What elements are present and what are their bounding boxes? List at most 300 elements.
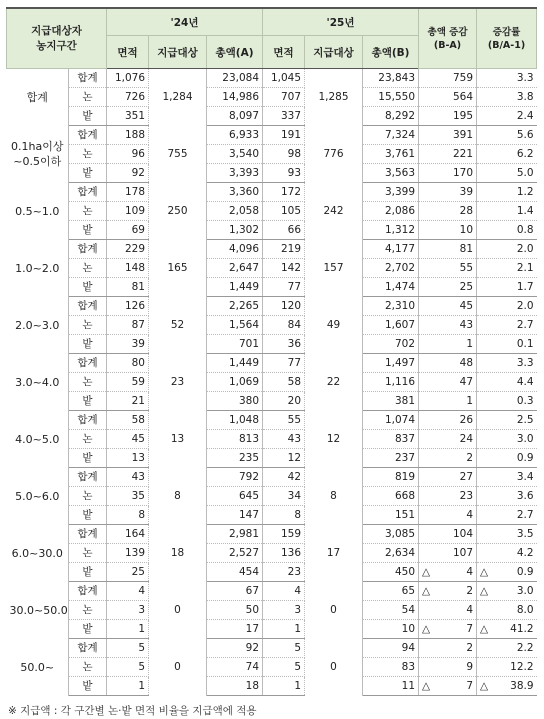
- row-type-label: 밭: [69, 506, 107, 525]
- area-2025: 34: [263, 487, 305, 506]
- area-2025: 84: [263, 316, 305, 335]
- change-rate: 2.0: [477, 240, 537, 259]
- total-b: 11: [363, 677, 419, 696]
- total-diff: 48: [419, 354, 477, 373]
- area-2025: 191: [263, 126, 305, 145]
- target-2025: 17: [305, 525, 363, 582]
- change-rate: 5.6: [477, 126, 537, 145]
- target-2024: 0: [149, 582, 207, 639]
- area-2024: 87: [107, 316, 149, 335]
- group-label: [7, 411, 69, 468]
- total-diff: 170: [419, 164, 477, 183]
- area-2024: 96: [107, 145, 149, 164]
- table-row: [7, 373, 537, 392]
- total-diff: 759: [419, 69, 477, 88]
- total-diff: 1: [419, 335, 477, 354]
- total-a: 3,393: [207, 164, 263, 183]
- table-row: [7, 544, 537, 563]
- table-row: [7, 430, 537, 449]
- change-rate: 3.3: [477, 69, 537, 88]
- area-2025: 43: [263, 430, 305, 449]
- negative-mark: △: [422, 585, 431, 597]
- change-rate: 2.4: [477, 107, 537, 126]
- total-a: 1,302: [207, 221, 263, 240]
- total-diff: 4: [419, 601, 477, 620]
- total-a: 1,449: [207, 354, 263, 373]
- header-corner-line2: 농지구간: [36, 39, 77, 52]
- total-b: 237: [363, 449, 419, 468]
- header-rate: [477, 8, 537, 69]
- group-label: [7, 354, 69, 411]
- total-diff-value: 2: [466, 585, 474, 597]
- target-2025: 242: [305, 183, 363, 240]
- area-2024: 109: [107, 202, 149, 221]
- target-2024: 1,284: [149, 69, 207, 126]
- change-rate: 1.4: [477, 202, 537, 221]
- change-rate: 3.4: [477, 468, 537, 487]
- change-rate: 4.2: [477, 544, 537, 563]
- group-label-line: 0.5~1.0: [15, 204, 60, 218]
- header-year-2025: '25년: [263, 8, 419, 36]
- table-row: [7, 506, 537, 525]
- group-label: [7, 69, 69, 126]
- total-b: 1,074: [363, 411, 419, 430]
- row-type-label: 논: [69, 544, 107, 563]
- total-a: 1,449: [207, 278, 263, 297]
- area-2024: 39: [107, 335, 149, 354]
- total-b: 702: [363, 335, 419, 354]
- total-diff: 28: [419, 202, 477, 221]
- total-diff: [419, 620, 477, 639]
- total-diff: 2: [419, 639, 477, 658]
- group-label-line: 6.0~30.0: [11, 546, 63, 560]
- change-rate: 2.2: [477, 639, 537, 658]
- table-row: [7, 69, 537, 88]
- total-b: 10: [363, 620, 419, 639]
- row-type-label: 합계: [69, 126, 107, 145]
- change-rate: [477, 677, 537, 696]
- row-type-label: 밭: [69, 335, 107, 354]
- total-a: 3,360: [207, 183, 263, 202]
- total-a: 92: [207, 639, 263, 658]
- row-type-label: 논: [69, 202, 107, 221]
- table-row: [7, 183, 537, 202]
- area-2024: 1,076: [107, 69, 149, 88]
- total-b: 1,116: [363, 373, 419, 392]
- table-row: [7, 449, 537, 468]
- total-diff: 39: [419, 183, 477, 202]
- group-label: [7, 240, 69, 297]
- area-2025: 1,045: [263, 69, 305, 88]
- area-2024: 92: [107, 164, 149, 183]
- total-b: 8,292: [363, 107, 419, 126]
- table-header: [7, 8, 537, 69]
- area-2025: 12: [263, 449, 305, 468]
- area-2025: 120: [263, 297, 305, 316]
- change-rate: 1.7: [477, 278, 537, 297]
- target-2024: 23: [149, 354, 207, 411]
- total-a: 1,564: [207, 316, 263, 335]
- total-diff: 195: [419, 107, 477, 126]
- total-diff: 45: [419, 297, 477, 316]
- table-row: [7, 202, 537, 221]
- total-a: 792: [207, 468, 263, 487]
- row-type-label: 합계: [69, 240, 107, 259]
- total-b: 23,843: [363, 69, 419, 88]
- area-2025: 5: [263, 639, 305, 658]
- total-b: 65: [363, 582, 419, 601]
- target-2025: 8: [305, 468, 363, 525]
- group-label-line: 5.0~6.0: [15, 489, 60, 503]
- header-diff-line2: (B-A): [433, 39, 462, 51]
- total-diff: [419, 563, 477, 582]
- total-diff: 81: [419, 240, 477, 259]
- area-2024: 21: [107, 392, 149, 411]
- row-type-label: 합계: [69, 69, 107, 88]
- total-diff: 107: [419, 544, 477, 563]
- change-rate-value: 0.9: [516, 566, 534, 578]
- negative-mark: △: [422, 680, 431, 692]
- row-type-label: 합계: [69, 183, 107, 202]
- total-b: 1,607: [363, 316, 419, 335]
- total-b: 837: [363, 430, 419, 449]
- change-rate: 3.5: [477, 525, 537, 544]
- total-a: 813: [207, 430, 263, 449]
- area-2025: 77: [263, 278, 305, 297]
- footnote: ※ 지급액 : 각 구간별 논·밭 면적 비율을 지급액에 적용: [8, 705, 257, 717]
- target-2024: 18: [149, 525, 207, 582]
- target-2025: 1,285: [305, 69, 363, 126]
- area-2025: 98: [263, 145, 305, 164]
- header-year-2024: '24년: [107, 8, 263, 36]
- target-2025: 157: [305, 240, 363, 297]
- change-rate: 3.0: [477, 430, 537, 449]
- table-row: [7, 221, 537, 240]
- area-2025: 142: [263, 259, 305, 278]
- area-2024: 188: [107, 126, 149, 145]
- area-2024: 148: [107, 259, 149, 278]
- total-b: 3,563: [363, 164, 419, 183]
- total-a: 235: [207, 449, 263, 468]
- total-a: 2,265: [207, 297, 263, 316]
- header-target-2025: 지급대상: [305, 36, 363, 69]
- row-type-label: 합계: [69, 582, 107, 601]
- total-b: 7,324: [363, 126, 419, 145]
- target-2025: 12: [305, 411, 363, 468]
- area-2024: 5: [107, 639, 149, 658]
- total-diff: 25: [419, 278, 477, 297]
- total-diff: 9: [419, 658, 477, 677]
- change-rate: 5.0: [477, 164, 537, 183]
- area-2025: 55: [263, 411, 305, 430]
- area-2025: 4: [263, 582, 305, 601]
- area-2025: 3: [263, 601, 305, 620]
- negative-mark: △: [480, 680, 489, 692]
- total-b: 668: [363, 487, 419, 506]
- change-rate: 2.7: [477, 506, 537, 525]
- header-rate-line2: (B/A-1): [487, 39, 526, 51]
- row-type-label: 밭: [69, 107, 107, 126]
- area-2025: 172: [263, 183, 305, 202]
- row-type-label: 합계: [69, 297, 107, 316]
- group-label-line: ~0.5이하: [13, 155, 62, 168]
- total-b: 83: [363, 658, 419, 677]
- total-a: 701: [207, 335, 263, 354]
- row-type-label: 밭: [69, 620, 107, 639]
- row-type-label: 논: [69, 316, 107, 335]
- total-a: 74: [207, 658, 263, 677]
- total-b: 3,085: [363, 525, 419, 544]
- group-label: [7, 525, 69, 582]
- area-2025: 136: [263, 544, 305, 563]
- table-body: [7, 69, 537, 696]
- negative-mark: △: [480, 585, 489, 597]
- area-2025: 42: [263, 468, 305, 487]
- table-row: [7, 164, 537, 183]
- total-b: 94: [363, 639, 419, 658]
- area-2025: 219: [263, 240, 305, 259]
- header-rate-line1: 증감률: [492, 26, 521, 38]
- change-rate: [477, 582, 537, 601]
- change-rate: 12.2: [477, 658, 537, 677]
- header-area-2024: 면적: [107, 36, 149, 69]
- change-rate: 3.6: [477, 487, 537, 506]
- total-a: 2,058: [207, 202, 263, 221]
- total-diff: 564: [419, 88, 477, 107]
- row-type-label: 논: [69, 88, 107, 107]
- area-2024: 8: [107, 506, 149, 525]
- group-label: [7, 126, 69, 183]
- target-2024: 250: [149, 183, 207, 240]
- table-row: [7, 601, 537, 620]
- row-type-label: 논: [69, 658, 107, 677]
- total-diff: 221: [419, 145, 477, 164]
- row-type-label: 밭: [69, 278, 107, 297]
- area-2024: 351: [107, 107, 149, 126]
- total-b: 2,634: [363, 544, 419, 563]
- target-2024: 13: [149, 411, 207, 468]
- header-diff-line1: 총액 증감: [427, 26, 468, 38]
- row-type-label: 합계: [69, 354, 107, 373]
- change-rate: 2.7: [477, 316, 537, 335]
- total-a: 3,540: [207, 145, 263, 164]
- row-type-label: 밭: [69, 164, 107, 183]
- total-a: 2,527: [207, 544, 263, 563]
- area-2024: 35: [107, 487, 149, 506]
- header-corner-line1: 지급대상자: [31, 24, 82, 37]
- row-type-label: 논: [69, 145, 107, 164]
- negative-mark: △: [422, 623, 431, 635]
- negative-mark: △: [422, 566, 431, 578]
- change-rate-value: 38.9: [510, 680, 534, 692]
- group-label: [7, 582, 69, 639]
- change-rate: 3.8: [477, 88, 537, 107]
- target-2025: 0: [305, 582, 363, 639]
- total-diff: [419, 582, 477, 601]
- row-type-label: 논: [69, 259, 107, 278]
- table-row: [7, 392, 537, 411]
- total-b: 381: [363, 392, 419, 411]
- total-a: 8,097: [207, 107, 263, 126]
- group-label-line: 0.1ha이상: [11, 140, 64, 153]
- row-type-label: 논: [69, 373, 107, 392]
- total-a: 67: [207, 582, 263, 601]
- row-type-label: 밭: [69, 563, 107, 582]
- area-2025: 105: [263, 202, 305, 221]
- row-type-label: 밭: [69, 449, 107, 468]
- area-2024: 58: [107, 411, 149, 430]
- area-2025: 77: [263, 354, 305, 373]
- area-2024: 13: [107, 449, 149, 468]
- area-2024: 726: [107, 88, 149, 107]
- row-type-label: 합계: [69, 525, 107, 544]
- total-diff: 47: [419, 373, 477, 392]
- table-row: [7, 278, 537, 297]
- total-b: 2,310: [363, 297, 419, 316]
- total-diff: 43: [419, 316, 477, 335]
- total-diff: 23: [419, 487, 477, 506]
- table-row: [7, 88, 537, 107]
- target-2024: 8: [149, 468, 207, 525]
- group-label-line: 1.0~2.0: [15, 261, 60, 275]
- group-label: [7, 468, 69, 525]
- area-2024: 69: [107, 221, 149, 240]
- total-a: 4,096: [207, 240, 263, 259]
- area-2024: 164: [107, 525, 149, 544]
- group-label-line: 3.0~4.0: [15, 375, 60, 389]
- table-row: [7, 582, 537, 601]
- total-diff: 27: [419, 468, 477, 487]
- total-a: 454: [207, 563, 263, 582]
- target-2024: 0: [149, 639, 207, 696]
- table-row: [7, 677, 537, 696]
- change-rate: 8.0: [477, 601, 537, 620]
- total-a: 6,933: [207, 126, 263, 145]
- area-2024: 5: [107, 658, 149, 677]
- total-b: 151: [363, 506, 419, 525]
- target-2025: 776: [305, 126, 363, 183]
- table-row: [7, 259, 537, 278]
- total-b: 4,177: [363, 240, 419, 259]
- table-row: [7, 126, 537, 145]
- area-2024: 45: [107, 430, 149, 449]
- total-diff: 104: [419, 525, 477, 544]
- area-2025: 337: [263, 107, 305, 126]
- total-diff: 1: [419, 392, 477, 411]
- change-rate: 6.2: [477, 145, 537, 164]
- table-row: [7, 411, 537, 430]
- total-diff: 2: [419, 449, 477, 468]
- total-b: 2,086: [363, 202, 419, 221]
- row-type-label: 논: [69, 487, 107, 506]
- area-2025: 58: [263, 373, 305, 392]
- table-row: [7, 354, 537, 373]
- total-diff-value: 7: [466, 623, 474, 635]
- row-type-label: 밭: [69, 221, 107, 240]
- total-b: 3,761: [363, 145, 419, 164]
- group-label-line: 2.0~3.0: [15, 318, 60, 332]
- area-2024: 139: [107, 544, 149, 563]
- total-a: 1,048: [207, 411, 263, 430]
- group-label-line: 4.0~5.0: [15, 432, 60, 446]
- area-2024: 25: [107, 563, 149, 582]
- change-rate: 4.4: [477, 373, 537, 392]
- total-b: 54: [363, 601, 419, 620]
- change-rate-value: 3.0: [516, 585, 534, 597]
- total-b: 1,312: [363, 221, 419, 240]
- area-2024: 1: [107, 677, 149, 696]
- change-rate: 2.5: [477, 411, 537, 430]
- table-row: [7, 240, 537, 259]
- row-type-label: 합계: [69, 639, 107, 658]
- negative-mark: △: [480, 623, 489, 635]
- total-a: 2,981: [207, 525, 263, 544]
- area-2025: 36: [263, 335, 305, 354]
- total-diff-value: 4: [466, 566, 474, 578]
- area-2024: 3: [107, 601, 149, 620]
- total-a: 380: [207, 392, 263, 411]
- payment-table-document: [6, 7, 536, 718]
- total-a: 23,084: [207, 69, 263, 88]
- area-2025: 8: [263, 506, 305, 525]
- table-row: [7, 639, 537, 658]
- total-a: 14,986: [207, 88, 263, 107]
- header-total-a: 총액(A): [207, 36, 263, 69]
- header-corner: [7, 8, 107, 69]
- total-a: 50: [207, 601, 263, 620]
- total-a: 147: [207, 506, 263, 525]
- table-row: [7, 145, 537, 164]
- total-b: 1,497: [363, 354, 419, 373]
- total-diff-value: 7: [466, 680, 474, 692]
- total-b: 15,550: [363, 88, 419, 107]
- change-rate-value: 41.2: [510, 623, 534, 635]
- change-rate: [477, 620, 537, 639]
- total-a: 1,069: [207, 373, 263, 392]
- total-diff: 55: [419, 259, 477, 278]
- target-2025: 22: [305, 354, 363, 411]
- total-b: 2,702: [363, 259, 419, 278]
- payment-comparison-table: [6, 7, 537, 696]
- change-rate: 0.8: [477, 221, 537, 240]
- total-a: 645: [207, 487, 263, 506]
- area-2025: 20: [263, 392, 305, 411]
- group-label-line: 합계: [26, 90, 48, 104]
- target-2024: 52: [149, 297, 207, 354]
- total-b: 450: [363, 563, 419, 582]
- negative-mark: △: [480, 566, 489, 578]
- row-type-label: 합계: [69, 468, 107, 487]
- target-2025: 49: [305, 297, 363, 354]
- table-row: [7, 107, 537, 126]
- row-type-label: 밭: [69, 392, 107, 411]
- table-row: [7, 658, 537, 677]
- area-2024: 229: [107, 240, 149, 259]
- group-label: [7, 297, 69, 354]
- row-type-label: 밭: [69, 677, 107, 696]
- area-2024: 80: [107, 354, 149, 373]
- total-diff: 391: [419, 126, 477, 145]
- area-2024: 178: [107, 183, 149, 202]
- area-2025: 707: [263, 88, 305, 107]
- area-2024: 4: [107, 582, 149, 601]
- target-2024: 755: [149, 126, 207, 183]
- area-2025: 1: [263, 620, 305, 639]
- change-rate: [477, 563, 537, 582]
- change-rate: 2.1: [477, 259, 537, 278]
- change-rate: 3.3: [477, 354, 537, 373]
- area-2025: 66: [263, 221, 305, 240]
